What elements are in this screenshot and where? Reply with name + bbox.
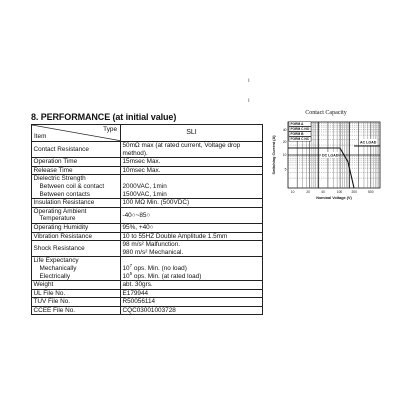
table-row [32,175,263,199]
row-item: Shock Resistance [32,241,121,257]
table-row [32,232,263,241]
row-value-line: 1500VAC, 1min [122,190,167,198]
stray-mark: ı [248,98,250,104]
row-item-line: Life Expectancy [33,257,79,265]
header-model-label: SLI [121,125,263,142]
annotation-ac-load: AC LOAD [360,140,377,145]
row-item-line: Between contacts [39,190,90,198]
row-item: Contact Resistance [32,142,121,158]
header-type-label: Type [103,126,117,133]
table-row [32,281,263,290]
row-item-line: Mechanically [39,264,77,272]
y-tick-label: 10 [282,153,287,158]
row-item: Operation Time [32,158,121,167]
row-value-line: $10^5$ ops. Min. (at rated load) [122,270,202,280]
row-value: 15msec Max. [121,158,263,167]
legend-entry: FORM A [290,122,304,126]
table-row [32,199,263,208]
row-item [32,207,121,223]
performance-table [31,124,263,315]
row-value-line: $10^7$ ops. Min. (no load) [122,262,187,272]
chart-plot [266,110,386,220]
chart-title: Contact Capacity [305,110,347,116]
table-row [32,289,263,298]
row-value: abt. 30grs. [121,281,263,290]
row-value [121,175,263,199]
row-value: R50056114 [121,298,263,307]
table-row [32,207,263,223]
x-tick-label: 10 [290,190,295,194]
row-value: 95%, +40○ [121,223,263,232]
x-axis-label: Nominal Voltage (V) [316,196,352,200]
row-value: 100 MΩ Min. (500VDC) [121,199,263,208]
table-row [32,142,263,158]
header-item-label: Item [34,133,47,141]
row-item-line: Electrically [39,272,71,280]
table-row [32,306,263,315]
section-title: 8. PERFORMANCE (at initial value) [31,112,177,122]
table-row [32,223,263,232]
legend-entry: FORM C NC [290,137,310,141]
row-item: TUV File No. [32,298,121,307]
row-value-line: 50mΩ max (at rated current, Voltage drop [122,142,241,149]
y-tick-label: 40 [282,128,287,133]
table-row [32,158,263,167]
row-value-line: method). [122,149,148,157]
row-item-line: Dielectric Strength [33,175,86,183]
row-value-line: 98 m/s² Malfunction. [122,241,181,249]
table-header-row [32,125,263,142]
row-item-line: Temperature [39,215,76,223]
header-diagonal-cell [32,125,121,142]
row-value: E179944 [121,289,263,298]
row-item: Operating Humidity [32,223,121,232]
row-value: 10 to 55HZ Double Amplitude 1.5mm [121,232,263,241]
row-value-line: 980 m/s² Mechanical. [122,248,184,256]
annotation-dc-load: DC LOAD [322,153,339,158]
x-tick-label: 40 [321,190,325,194]
row-item [32,175,121,199]
row-value [121,241,263,257]
row-item: CCEE File No. [32,306,121,315]
table-row [32,257,263,281]
x-tick-label: 100 [336,190,343,194]
row-item: Insulation Resistance [32,199,121,208]
legend-entry: FORM C NO [290,127,310,131]
stray-mark: ı [248,78,250,84]
contact-capacity-chart [266,110,386,220]
row-value [121,142,263,158]
x-tick-label: 20 [306,190,311,194]
row-value: 10msec Max. [121,166,263,175]
y-axis-label: Switching Current (A) [272,135,276,175]
row-item-line: Operating Ambient [33,207,87,215]
table-row [32,298,263,307]
x-tick-label: 200 [351,190,357,194]
row-item: Vibration Resistance [32,232,121,241]
row-value: -40○~85○ [121,207,263,223]
y-tick-label: 20 [282,140,287,144]
row-item [32,257,121,281]
table-row [32,166,263,175]
row-item: UL File No. [32,289,121,298]
legend-entry: FORM B [290,132,304,136]
table-row [32,241,263,257]
row-value-line: 2000VAC, 1min [122,182,167,190]
row-value: CQC03001003728 [121,306,263,315]
x-tick-label: 500 [368,190,374,194]
row-item-line: Between coil & contact [39,182,105,190]
row-value [121,257,263,281]
y-tick-label: 5 [284,167,287,172]
row-item: Weight [32,281,121,290]
row-item: Release Time [32,166,121,175]
